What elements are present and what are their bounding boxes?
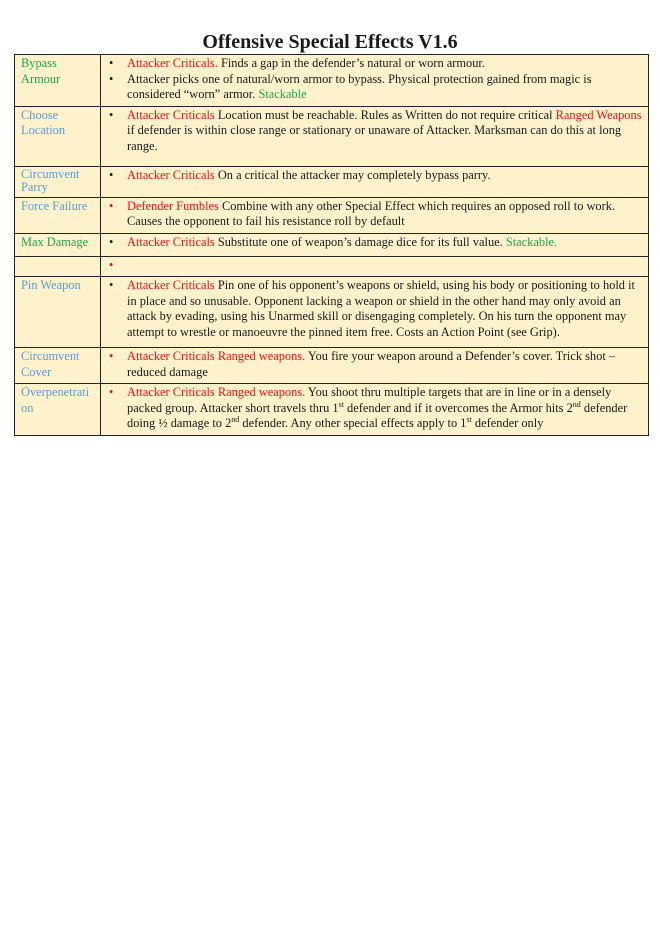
ordinal-suffix: nd <box>231 414 240 424</box>
effect-description <box>101 166 649 197</box>
effect-text: defender doing ½ damage to 2 <box>127 400 628 430</box>
effect-name: Circumvent Cover <box>15 348 101 384</box>
list-item <box>105 258 643 274</box>
table-row <box>15 197 649 233</box>
effect-name <box>15 256 101 277</box>
effect-text: if defender is within close range or stationary or unaware of Attacker. Marksman can do this at long range. <box>127 123 622 153</box>
effect-text: defender. Any other special effects apply to 1 <box>239 416 467 430</box>
effect-name: Circumvent Parry <box>15 166 101 197</box>
table-row <box>15 348 649 384</box>
table-row <box>15 233 649 256</box>
table-row <box>15 166 649 197</box>
stackable-label: Stackable. <box>505 234 558 249</box>
bullet-icon: • <box>109 349 114 363</box>
fumble-label: Defender Fumbles <box>127 198 219 213</box>
effect-description <box>101 55 649 107</box>
effect-text: defender only <box>471 416 544 430</box>
critical-label: Attacker Criticals <box>127 107 215 122</box>
list-item <box>105 168 643 184</box>
table-row <box>15 277 649 348</box>
ordinal-suffix: nd <box>572 399 581 409</box>
effect-name: Force Failure <box>15 197 101 233</box>
effect-text: Substitute one of weapon’s damage dice for its full value. <box>214 234 506 249</box>
critical-label: Attacker Criticals <box>127 167 215 182</box>
effect-text: defender and if it overcomes the Armor hits 2 <box>343 400 573 415</box>
effect-description <box>101 106 649 166</box>
effect-name: Max Damage <box>15 233 101 256</box>
table-row <box>15 55 649 107</box>
ordinal-suffix: st <box>466 414 472 424</box>
effect-name: Overpenetrati on <box>15 384 101 436</box>
effect-text: Pin one of his opponent’s weapons or shield, using his body or positioning to hold it in place and so unusable. Opponent lacking a weapon or shield in the other hand may only avoid an attack by evading, using his Unarmed skill or disengaging completely. On his turn the opponent may attempt to wrestle or manoeuvre the pinned item free. Costs an Action Point (see Grip). <box>127 278 635 339</box>
effect-text: Combine with any other Special Effect which requires an opposed roll to work. Causes the opponent to fail his resistance roll by default <box>127 198 616 228</box>
critical-label: Attacker Criticals Ranged weapons. <box>127 385 306 399</box>
bullet-icon: • <box>109 56 114 70</box>
effect-text: Finds a gap in the defender’s natural or worn armour. <box>217 56 485 70</box>
bullet-icon: • <box>109 107 114 122</box>
effect-text: Attacker picks one of natural/worn armor to bypass. Physical protection gained from magic is considered “worn” armor. <box>127 71 592 101</box>
critical-label: Attacker Criticals <box>127 234 215 249</box>
bullet-icon: • <box>109 234 114 249</box>
list-item <box>105 199 643 230</box>
critical-label: Attacker Criticals. <box>127 56 218 70</box>
table-row <box>15 256 649 277</box>
bullet-icon: • <box>109 167 114 182</box>
effect-text: On a critical the attacker may completely bypass parry. <box>214 167 491 182</box>
list-item <box>105 235 643 251</box>
effect-description <box>101 384 649 436</box>
bullet-icon: • <box>109 257 114 272</box>
table-row <box>15 106 649 166</box>
list-item <box>105 108 643 155</box>
bullet-icon: • <box>109 198 114 213</box>
ranged-weapons-label: Ranged Weapons <box>555 107 642 122</box>
effect-description <box>101 348 649 384</box>
stackable-label: Stackable <box>258 87 307 101</box>
bullet-icon: • <box>109 278 114 292</box>
critical-label: Attacker Criticals Ranged weapons. <box>127 349 306 363</box>
effect-text: You shoot thru multiple targets that are in line or in a densely packed group. Attacker short travels thru 1 <box>127 385 612 415</box>
list-item <box>105 278 643 340</box>
ordinal-suffix: st <box>338 399 344 409</box>
effect-text: You fire your weapon around a Defender’s cover. Trick shot – reduced damage <box>127 349 616 379</box>
table-row <box>15 384 649 436</box>
bullet-icon: • <box>109 385 114 399</box>
effect-description <box>101 277 649 348</box>
effect-text: Location must be reachable. Rules as Written do not require critical <box>214 107 556 122</box>
special-effects-table <box>14 54 649 436</box>
list-item <box>105 56 643 72</box>
effect-description <box>101 197 649 233</box>
effect-description <box>101 256 649 277</box>
page-title: Offensive Special Effects V1.6 <box>202 31 458 53</box>
effect-name: Bypass Armour <box>15 55 101 107</box>
effect-name: Pin Weapon <box>15 277 101 348</box>
bullet-icon: • <box>109 71 114 86</box>
list-item <box>105 385 643 432</box>
effect-description <box>101 233 649 256</box>
list-item <box>105 349 643 380</box>
critical-label: Attacker Criticals <box>127 278 215 292</box>
list-item <box>105 72 643 103</box>
effect-name: Choose Location <box>15 106 101 166</box>
